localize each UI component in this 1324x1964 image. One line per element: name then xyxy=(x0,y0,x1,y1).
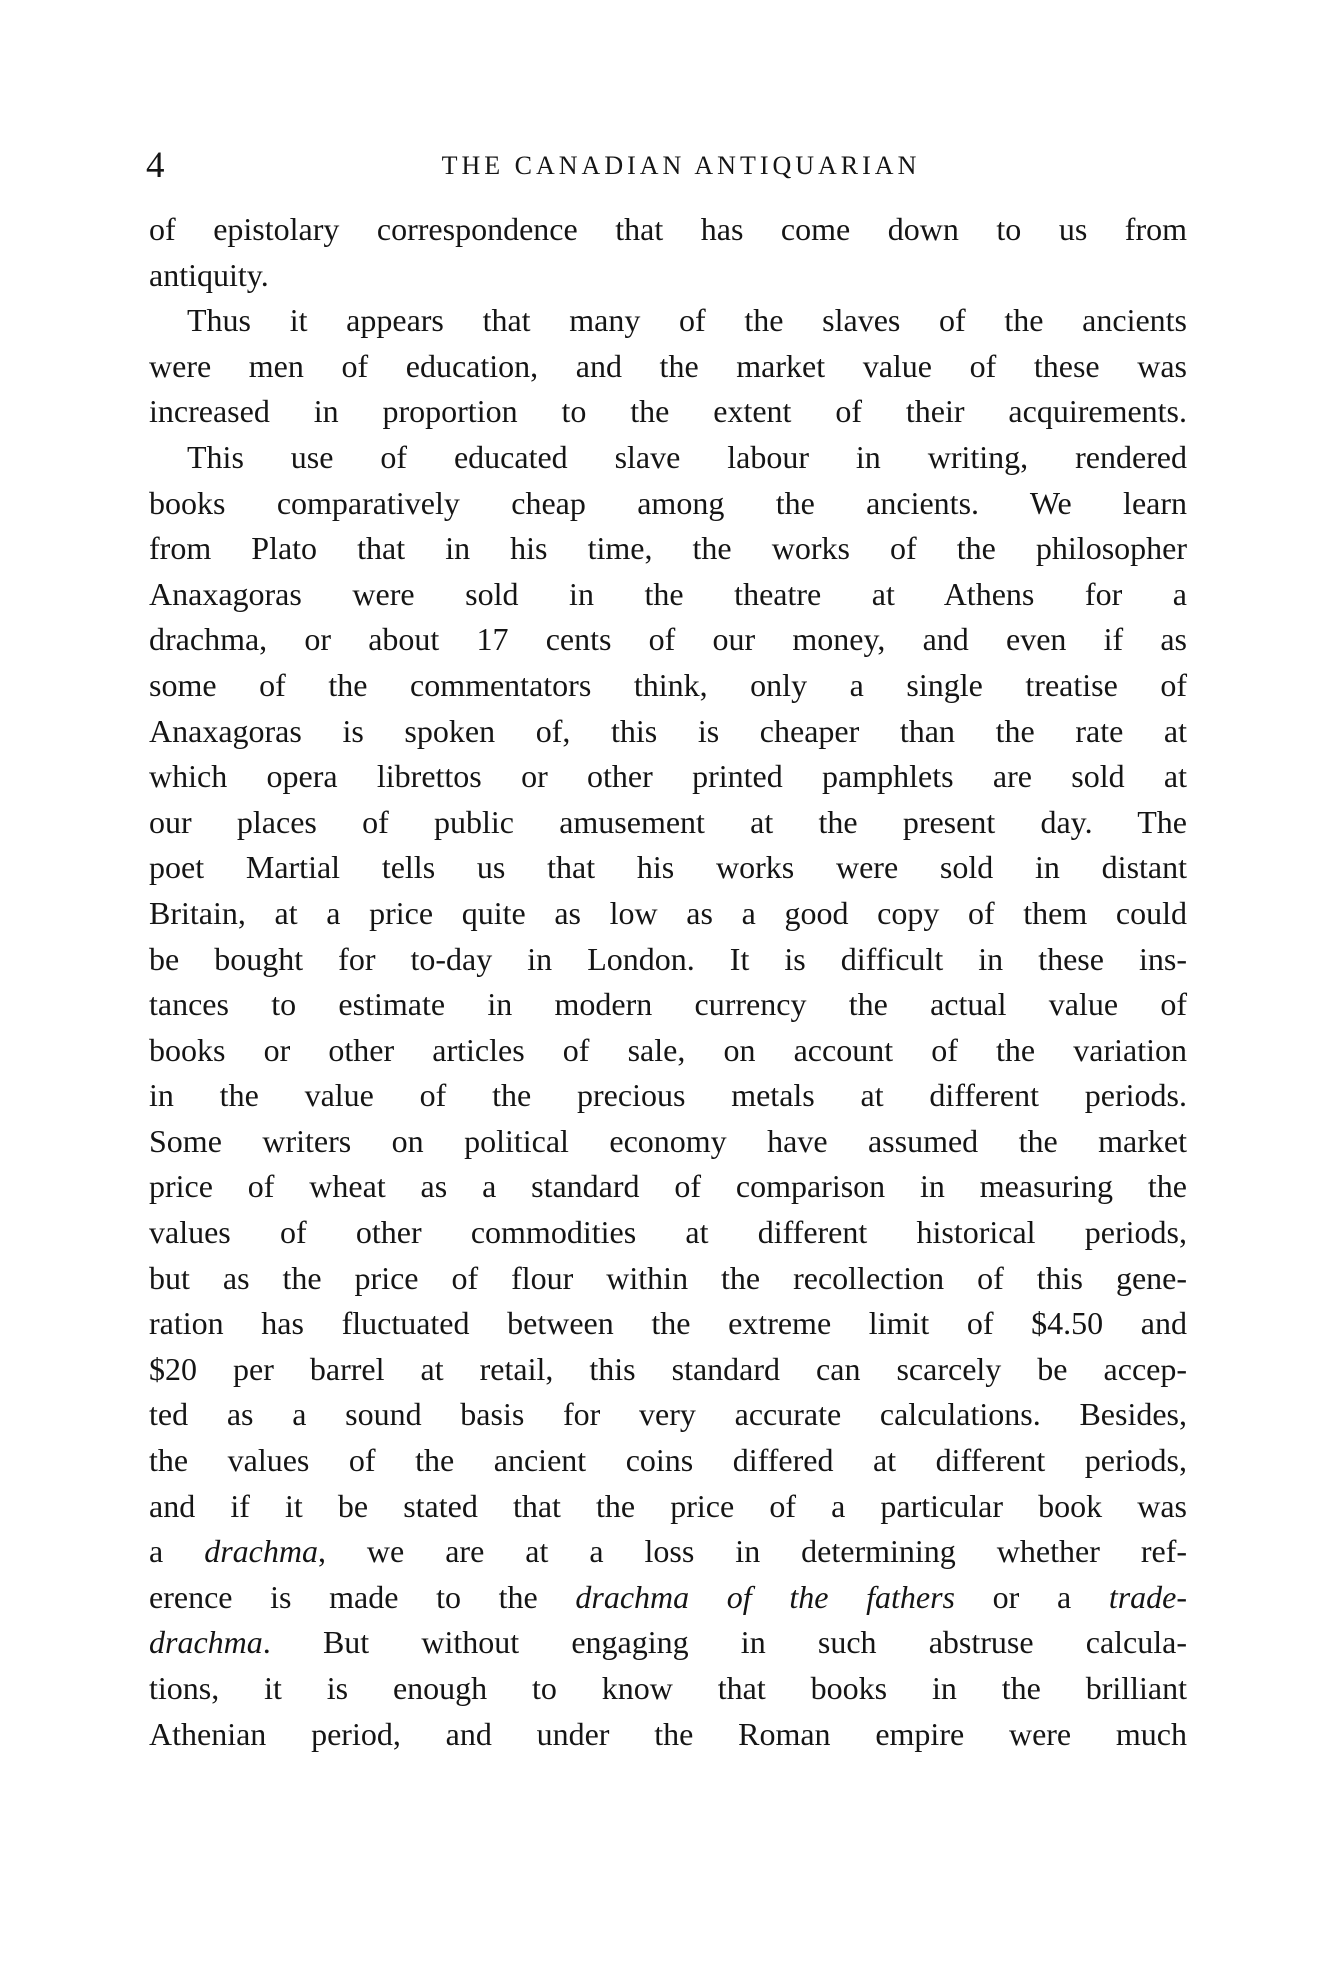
text-line: books comparatively cheap among the ancients. We learn xyxy=(149,484,1187,521)
italic-term: trade- xyxy=(1108,1578,1188,1615)
text-line: which opera librettos or other printed pamphlets are sold at xyxy=(149,758,1187,795)
text-line-with-italic xyxy=(149,1575,1187,1621)
text-line: be bought for to-day in London. It is difficult in these ins- xyxy=(149,940,1187,977)
text-line: books or other articles of sale, on account of the variation xyxy=(149,1031,1187,1068)
running-head: THE CANADIAN ANTIQUARIAN xyxy=(441,151,921,180)
text-line: increased in proportion to the extent of their acquirements. xyxy=(149,393,1187,430)
page-header xyxy=(146,146,1186,186)
text-segment: or a xyxy=(954,1578,1109,1615)
text-line: but as the price of flour within the recollection of this gene- xyxy=(149,1259,1187,1296)
text-line: ration has fluctuated between the extreme limit of $4.50 and xyxy=(149,1305,1187,1342)
text-line: Anaxagoras is spoken of, this is cheaper than the rate at xyxy=(149,712,1187,749)
text-line: Athenian period, and under the Roman empire were much xyxy=(149,1715,1187,1752)
text-line: Britain, at a price quite as low as a good copy of them could xyxy=(149,894,1187,931)
text-line: and if it be stated that the price of a particular book was xyxy=(149,1487,1187,1524)
paragraph-start-line: Thus it appears that many of the slaves of the ancients xyxy=(187,302,1187,339)
text-line-with-italic xyxy=(149,1620,1187,1666)
text-line: from Plato that in his time, the works of the philosopher xyxy=(149,530,1187,567)
page-number: 4 xyxy=(146,145,165,186)
text-segment: . But without engaging in such abstruse calcula- xyxy=(262,1624,1187,1661)
text-line: ted as a sound basis for very accurate calculations. Besides, xyxy=(149,1396,1187,1433)
text-line: Anaxagoras were sold in the theatre at Athens for a xyxy=(149,575,1187,612)
text-segment: , we are at a loss in determining whether ref- xyxy=(317,1533,1188,1570)
text-line: values of other commodities at different historical periods, xyxy=(149,1214,1187,1251)
italic-term: drachma of the fathers xyxy=(575,1578,955,1615)
text-line: of epistolary correspondence that has come down to us from xyxy=(149,211,1187,247)
text-line: tances to estimate in modern currency the actual value of xyxy=(149,986,1187,1023)
text-line: some of the commentators think, only a single treatise of xyxy=(149,666,1187,703)
text-line: Some writers on political economy have assumed the market xyxy=(149,1122,1187,1159)
text-line-with-italic xyxy=(149,1529,1187,1575)
text-line: our places of public amusement at the present day. The xyxy=(149,803,1187,840)
italic-term: drachma xyxy=(149,1624,263,1661)
text-line: tions, it is enough to know that books in the brilliant xyxy=(149,1670,1187,1706)
text-line: poet Martial tells us that his works were sold in distant xyxy=(149,849,1187,886)
text-line: price of wheat as a standard of comparison in measuring the xyxy=(149,1168,1187,1205)
text-line: in the value of the precious metals at different periods. xyxy=(149,1077,1187,1114)
text-line: antiquity. xyxy=(149,256,269,293)
text-line: $20 per barrel at retail, this standard can scarcely be accep- xyxy=(149,1350,1187,1387)
text-line: drachma, or about 17 cents of our money, and even if as xyxy=(149,621,1187,658)
body-text xyxy=(149,207,1187,1757)
paragraph-start-line: This use of educated slave labour in writing, rendered xyxy=(187,438,1187,475)
text-line: the values of the ancient coins differed at different periods, xyxy=(149,1442,1187,1479)
text-segment: erence is made to the xyxy=(149,1578,576,1615)
italic-term: drachma xyxy=(204,1533,318,1570)
text-segment: a xyxy=(149,1533,205,1570)
text-line: were men of education, and the market value of these was xyxy=(149,347,1187,384)
